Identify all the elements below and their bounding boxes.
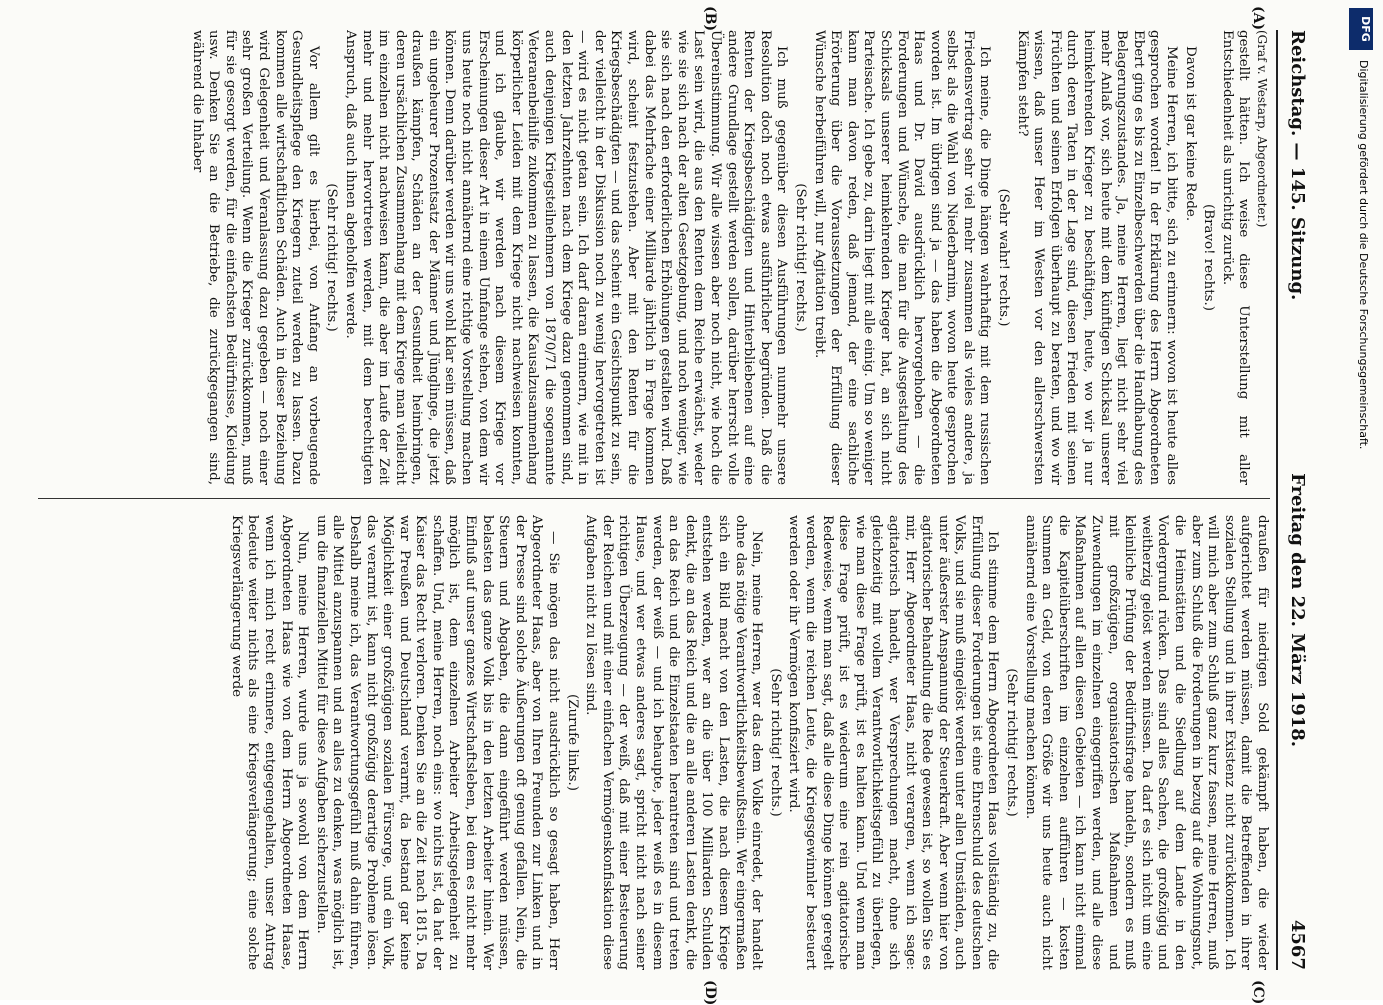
left-column: [38, 30, 1270, 485]
interjection: (Sehr richtig! rechts.): [324, 183, 340, 332]
paragraph: Davon ist gar keine Rede.: [1182, 46, 1198, 222]
interjection: (Sehr richtig! rechts.): [1004, 668, 1020, 817]
paragraph: draußen für niedrigen Sold gekämpft haben, die wieder aufgerichtet werden müssen, damit die Betreffenden in ihrer sozialen Stellung und in ihrer Existenz nicht zurückkommen. Ich will mich aber zum Schluß ganz kurz fassen, meine Herren, muß aber zum Schluß die Forderungen in bezug auf die Wohnungsnot, die Heimstätten und die Siedlung auf dem Lande in den Vordergrund rücken. Das sind alles Sachen, die großzügig und weitherzig gelöst werden müssen. Da darf es sich nicht um eine kleinliche Prüfung der Bedürfnisfrage handeln, sondern es muß mit großzügigen, organisatorischen Maßnahmen und Zuwendungen im einzelnen eingegriffen werden, und alle diese Maßnahmen auf allen diesen Gebieten — ich kann nicht einmal die Kapitelüberschriften im einzelnen aufführen — kosten Summen an Geld, von deren Größe wir uns heute auch nicht annähernd eine Vorstellung machen können.: [1022, 515, 1270, 970]
header-date: Freitag den 22. März 1918.: [1287, 473, 1309, 748]
paragraph: gestellt hätten. Ich weise diese Unterstellung mit aller Entschiedenheit als unrichtig zurück.: [1219, 30, 1252, 485]
interjection: (Sehr richtig! rechts.): [792, 183, 808, 332]
interjection: (Bravo! rechts.): [1201, 204, 1217, 311]
speaker-line: (Graf v. Westarp, Abgeordneter.): [1255, 30, 1269, 228]
margin-marker-c: (C): [1250, 980, 1266, 1005]
margin-marker-a: (A): [1250, 6, 1266, 31]
header-session: Reichstag. — 145. Sitzung.: [1287, 30, 1309, 301]
paragraph: Ich meine, die Dinge hängen wahrhaftig mit dem russischen Friedensvertrag sehr viel mehr zusammen als vieles andere, ja selbst als die Wahl von Niederbarnim, wovon heute gesprochen worden ist. Im übrigen sind ja — das haben die Abgeordneten Haas und Dr. David ausdrücklich hervorgehoben — die Forderungen und Wünsche, die man für die Ausgestaltung des Schicksals unserer heimkehrenden Krieger hat, an sich nicht Parteisache. Ich gebe zu, darin liegt mit alle einig. Um so weniger kann man davon reden, daß jemand, der eine sachliche Erörterung über die Voraussetzungen der Erfüllung dieser Wünsche herbeiführen will, nur Agitation treibt.: [811, 30, 993, 485]
column-divider: [38, 498, 1270, 499]
paragraph: Ich stimme dem Herrn Abgeordneten Haas vollständig zu, die Erfüllung dieser Forderungen ist eine Ehrenschuld des deutschen Volks, und sie muß eingelöst werden unter allen Umständen, auch unter äußerster Anspannung der Steuerkraft. Aber wenn hier von agitatorischer Behandlung die Rede gewesen ist, so wollen Sie es mir, Herr Abgeordneter Haas, nicht verargen, wenn ich sage: agitatorisch handelt, wer Versprechungen macht, ohne sich gleichzeitig mit vollem Verantwortlichkeitsgefühl zu überlegen, wie man diese Frage prüft, ist es halten kann. Und wenn man diese Frage prüft, ist es wiederum eine rein agitatorische Redeweise, wenn man sagt, daß alle diese Dinge können geregelt werden, wenn die reichen Leute, die Kriegsgewinnler besteuert werden oder ihr Vermögen konfisziert wird.: [786, 515, 1001, 970]
paragraph: Nein, meine Herren, wer das dem Volke einredet, der handelt ohne das nötige Verantwortlichkeitsbewußtsein. Wer eingermaßen sich ein Bild macht von den Lasten, die nach diesem Kriege entstehen werden, wer an die über 100 Milliarden Schulden denkt, die an das Reich und die an alle anderen Lasten denkt, die an das Reich und die Einzelstaaten herantreten sind und treten werden, der weiß — und ich behaupte, jeder weiß es in diesem Hause, und wer etwas anderes sagt, spricht nicht nach seiner richtigen Überzeugung — der weiß, daß mit einer Besteuerung der Reichen und mit einer einfachen Vermögenskonfiskation diese Aufgaben nicht zu lösen sind.: [583, 515, 765, 970]
paragraph: — Sie mögen das nicht ausdrücklich so gesagt haben, Herr Abgeordneter Haas, aber von Ihren Freunden zur Linken und in der Presse sind solche Äußerungen oft genug gefallen. Nein, die Steuern und Abgaben, die dann eingeführt werden müssen, belasten das ganze Volk bis in den letzten Arbeiter hinein. Wer Einfluß auf unser ganzes Wirtschaftsleben, bei dem es nicht mehr möglich ist, dem einzelnen Arbeiter Arbeitsgelegenheit zu schaffen. Und, meine Herren, noch eins: wo nichts ist, da hat der Kaiser das Recht verloren. Denken Sie an die Zeit nach 1815. Da war Preußen und Deutschland verarmt, da bestand gar keine Möglichkeit einer großzügigen sozialen Fürsorge, und ein Volk, das verarmt ist, kann nicht großzügig derartige Probleme lösen. Deshalb meine ich, das Verantwortungsgefühl muß dahin führen, alle Mittel anzuspannen und an alles zu denken, was möglich ist, um die finanziellen Mittel für diese Aufgaben sicherzustellen.: [313, 515, 562, 970]
rotated-newspaper-page: [28, 6, 1318, 1005]
dfg-logo-text: DFG: [1359, 16, 1372, 42]
digitization-caption: Digitalisierung gefördert durch die Deutsche Forschungsgemeinschaft.: [1357, 60, 1370, 450]
margin-marker-b: (B): [702, 6, 718, 32]
paragraph: Ich muß gegenüber diesen Ausführungen nunmehr unsere Resolution doch noch etwas ausführlicher begründen. Daß die Renten der Kriegsbeschädigten und Hinterbliebenen auf eine andere Grundlage gestellt werden sollen, darüber herrscht volle Übereinstimmung. Wir alle wissen aber noch nicht, wie hoch die Last sein wird, die aus den Renten dem Reiche erwächst, weder wie sie sich nach der alten Gesetzgebung, und noch weniger, wie sie sich nach den erforderlichen Erhöhungen gestalten wird. Daß dabei das Mehrfache einer Milliarde jährlich in Frage kommen wird, scheint festzustehen. Aber mit den Renten für die Kriegsbeschädigten — und das scheint ein Gesichtspunkt zu sein, der vielleicht in der Diskussion noch zu wenig hervorgetreten ist — wird es nicht getan sein. Ich darf daran erinnern, wie mit in den letzten Jahrzehnten nach dem Kriege dazu genommen sind, auch denjenigen Kriegsteilnehmern von 1870/71 die sogenannte Veteranenbeihilfe zukommen zu lassen, die Kausalzusammenhang körperlicher Leiden mit dem Kriege nicht nachweisen konnten, und ich glaube, wir werden nach diesem Kriege vor Erscheinungen dieser Art in einem Umfange stehen, von dem wir uns heute noch nicht annähernd eine richtige Vorstellung machen können. Denn darüber werden wir uns wohl klar sein müssen, daß ein ungeheurer Prozentsatz der Männer und Jünglinge, die jetzt draußen kämpfen, Schäden an der Gesundheit heimbringen, deren ursächlichen Zusammenhang mit dem Kriege man vielleicht im einzelnen nicht nachweisen kann, die aber im Laufe der Zeit mehr und mehr hervortreten werden, mit dem berechtigten Anspruch, daß auch ihnen abgeholfen werde.: [342, 30, 790, 485]
interjection: (Sehr wahr! rechts.): [996, 188, 1012, 327]
dfg-stamp: [1345, 8, 1375, 998]
paragraph: Meine Herren, ich bitte, sich zu erinnern: wovon ist heute alles gesprochen worden! In der Erklärung des Herrn Abgeordneten Ebert ging es bis zu Einzelbeschwerden über die Handhabung des Belagerungszustandes. Ja, meine Herren, liegt nicht sehr viel mehr Anlaß vor, sich heute mit dem künftigen Schicksal unserer heimkehrenden Krieger zu beschäftigen, heute, wo wir ja nur durch deren Taten in der Lage sind, diesen Frieden mit seinen Früchten und seinen Erfolgen überhaupt zu beraten, und wo wir wissen, daß unser Heer im Westen vor den allerschwersten Kämpfen steht?: [1014, 30, 1180, 485]
interjection: (Zurufe links.): [564, 694, 580, 791]
page-header: [1276, 30, 1318, 970]
interjection: (Sehr richtig! rechts.): [767, 668, 783, 817]
margin-marker-d: (D): [702, 980, 718, 1005]
dfg-logo: [1349, 8, 1373, 50]
right-column: [38, 515, 1270, 970]
header-page-number: 4567: [1287, 919, 1309, 970]
paragraph: Nun, meine Herren, wurde uns ja sowohl von dem Herrn Abgeordneten Haas wie von dem Herrn Abgeordneten Haase, wenn ich mich recht erinnere, entgegengehalten, unser Antrag bedeute weiter nichts als eine Kriegsverlängerung; eine solche Kriegsverlängerung werde: [228, 515, 311, 970]
paragraph: Vor allem gilt es hierbei, von Anfang an vorbeugende Gesundheitspflege den Kriegern zuteil werden zu lassen. Dazu kommen alle wirtschaftlichen Schäden. Auch in dieser Beziehung wird Gelegenheit und Veranlassung dazu gegeben — noch einer sehr großen Verteilung. Wenn die Krieger zurückkommen, muß für sie gesorgt werden, für die einfachsten Bedürfnisse, Kleidung usw. Denken Sie an die Betriebe, die zurückgegangen sind, während die Inhaber: [189, 30, 321, 485]
